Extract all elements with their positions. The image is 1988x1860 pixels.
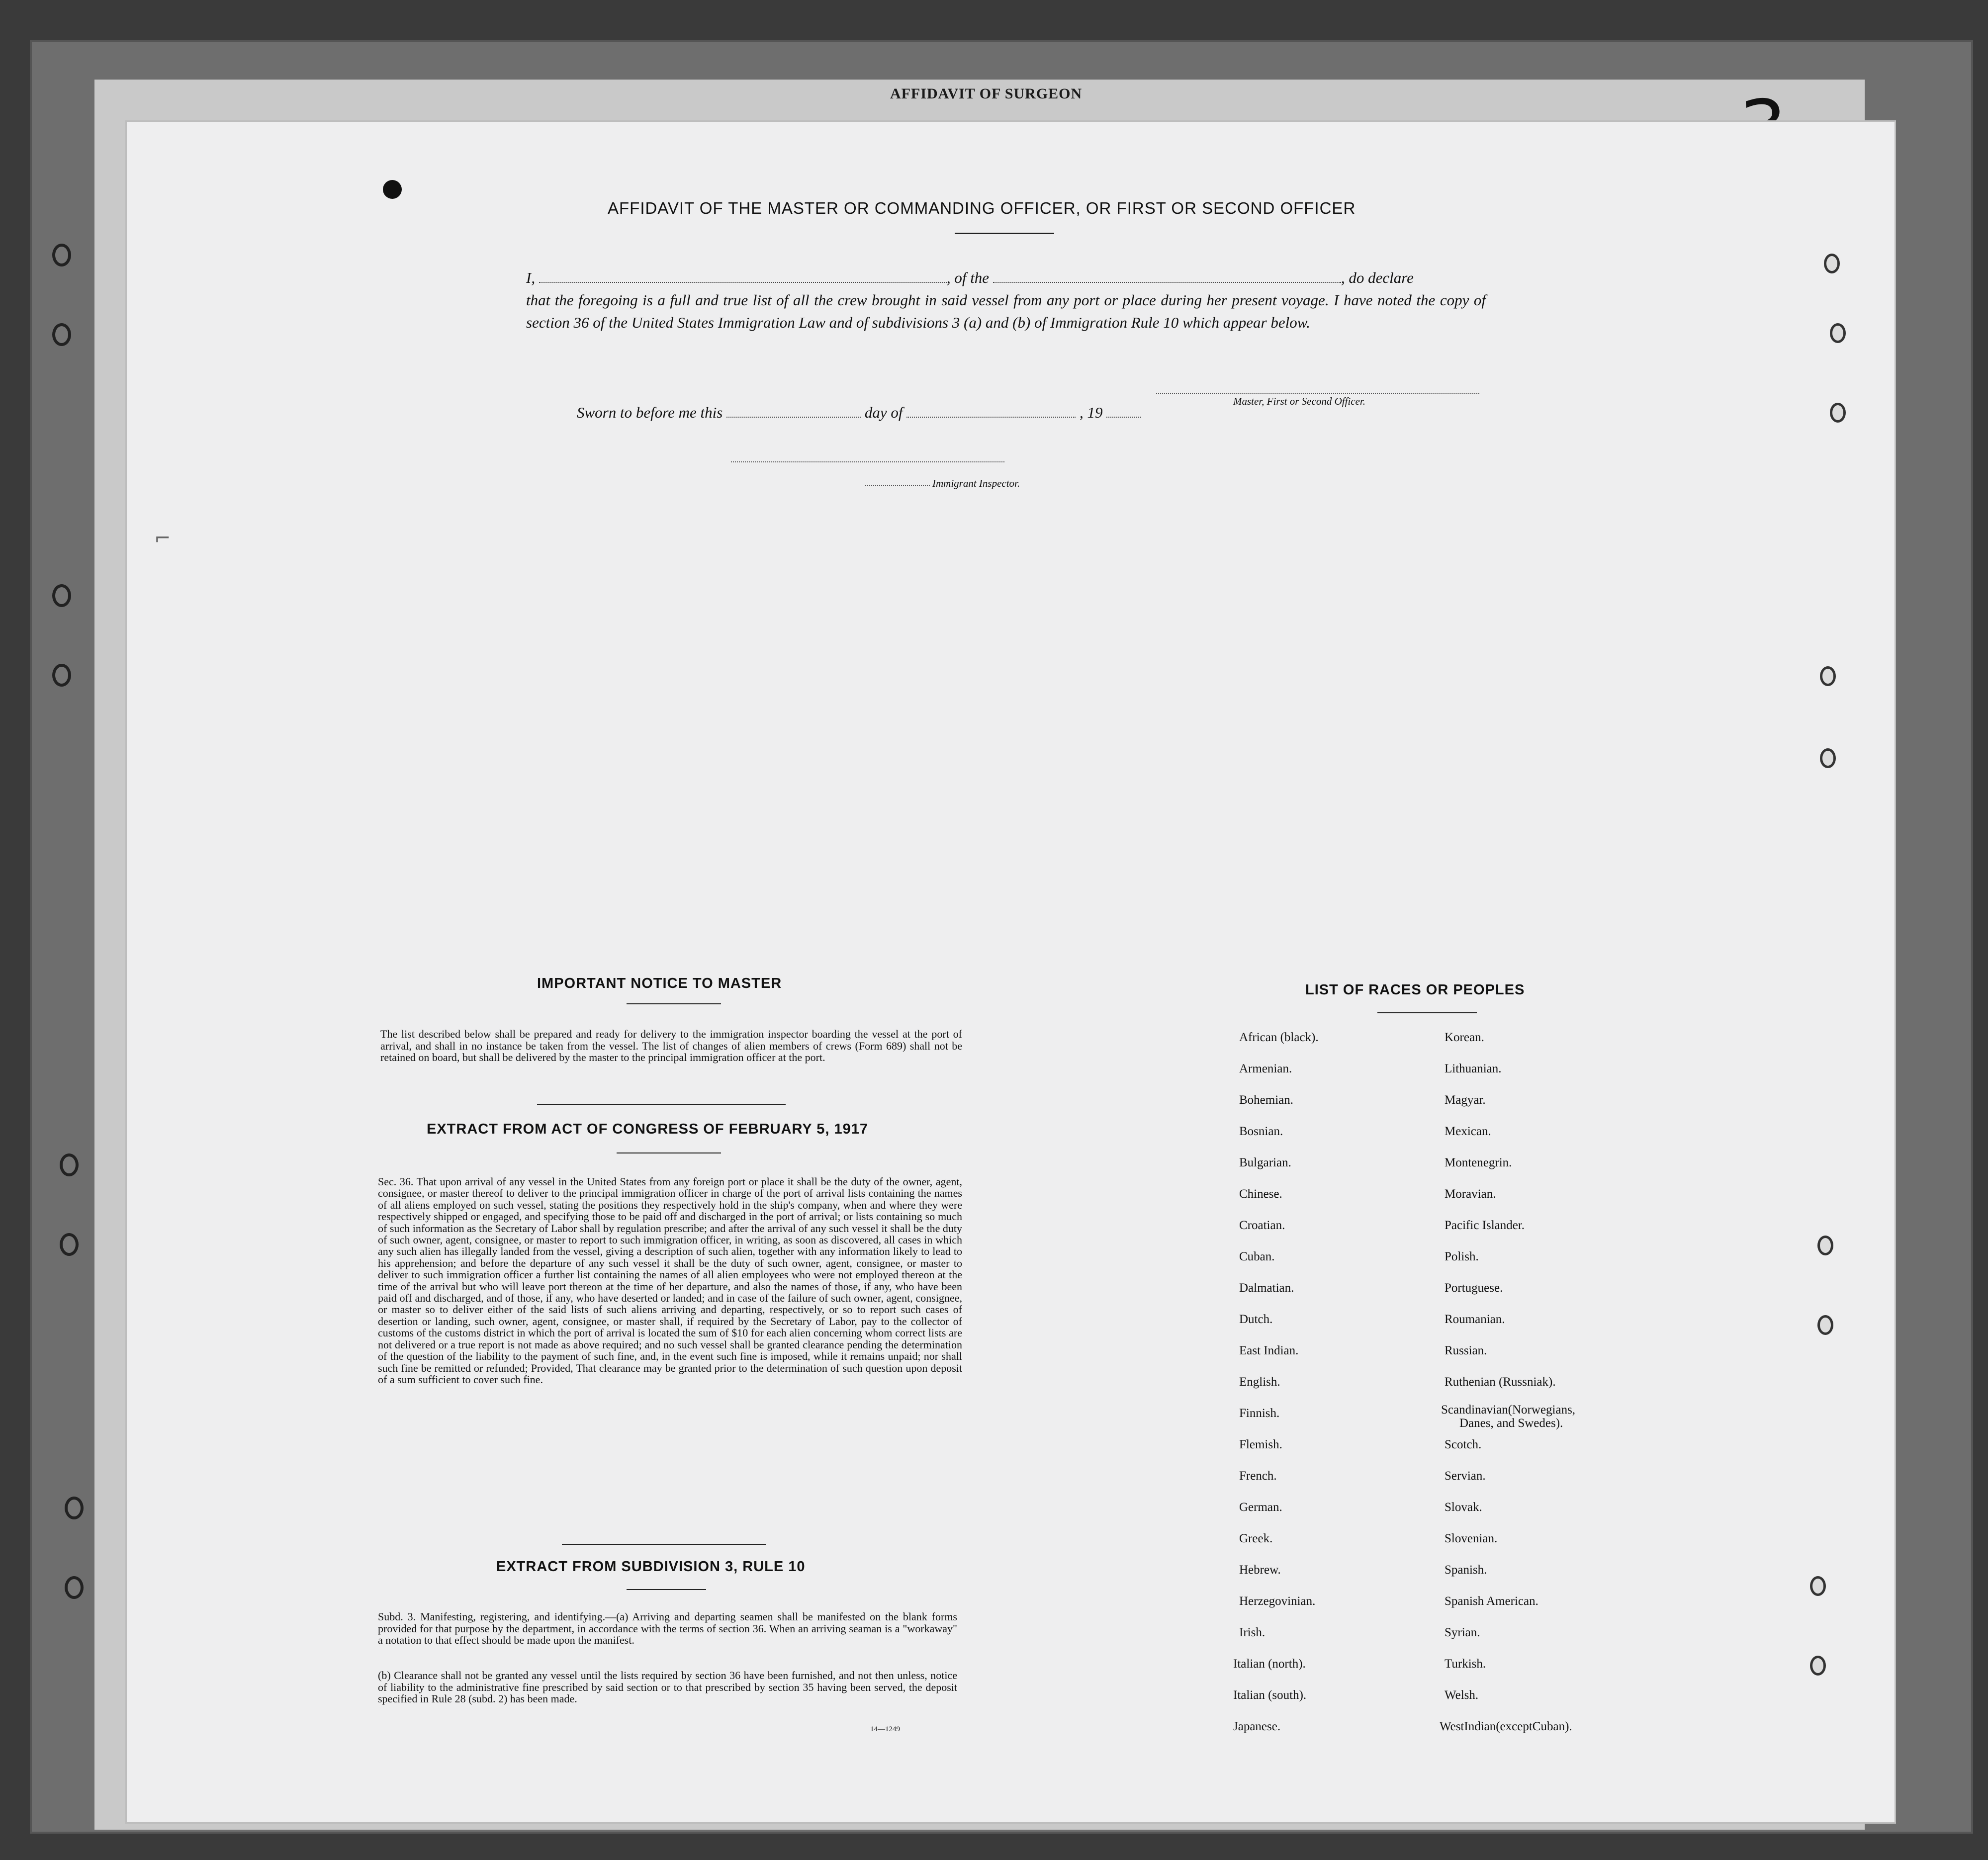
race-item: Greek. (1239, 1532, 1273, 1545)
race-item: Ruthenian (Russniak). (1445, 1375, 1556, 1389)
sworn-year-label: , 19 (1079, 404, 1103, 421)
divider (955, 233, 1054, 234)
race-item: Bulgarian. (1239, 1156, 1291, 1169)
race-item: Scandinavian(Norwegians, (1441, 1403, 1576, 1417)
sworn-year-blank[interactable] (1106, 405, 1141, 418)
race-item: Slovenian. (1445, 1532, 1498, 1545)
race-item: Syrian. (1445, 1626, 1480, 1639)
binder-hole-icon (52, 244, 71, 266)
affidavit-title: AFFIDAVIT OF THE MASTER OR COMMANDING OFFICER, OR FIRST OR SECOND OFFICER (608, 199, 1356, 217)
race-item: Korean. (1445, 1031, 1484, 1044)
binder-hole-icon (52, 664, 71, 687)
punch-hole-icon (1810, 1656, 1826, 1676)
race-item: East Indian. (1239, 1344, 1299, 1357)
race-item: Spanish American. (1445, 1594, 1538, 1608)
sworn-line (577, 404, 1141, 422)
affidavit-of-the-label: , of the (946, 269, 990, 286)
race-item: Servian. (1445, 1469, 1486, 1483)
race-item: Portuguese. (1445, 1281, 1503, 1295)
race-item: Hebrew. (1239, 1563, 1281, 1577)
punch-hole-icon (1817, 1236, 1833, 1255)
punch-hole-icon (1817, 1315, 1833, 1335)
affidavit-text (526, 266, 1486, 334)
rule-heading: EXTRACT FROM SUBDIVISION 3, RULE 10 (496, 1559, 806, 1575)
race-item: Welsh. (1445, 1688, 1479, 1702)
race-item: Lithuanian. (1445, 1062, 1502, 1075)
binder-hole-icon (60, 1233, 79, 1256)
vessel-blank[interactable] (993, 270, 1341, 283)
notice-text: The list described below shall be prepared and ready for delivery to the immigration inspector boarding the vessel at the port of arrival, and shall in no instance be taken from the vessel. The list of changes of alien members of crews (Form 689) shall not be retained on board, but shall be delivered by the master to the principal immigration officer at the port. (380, 1028, 962, 1063)
race-item: Montenegrin. (1445, 1156, 1512, 1169)
form-page (127, 122, 1895, 1822)
binder-hole-icon (65, 1497, 84, 1519)
binder-hole-icon (52, 323, 71, 346)
race-item: Scotch. (1445, 1438, 1482, 1451)
divider (627, 1003, 721, 1004)
sworn-month-blank[interactable] (906, 405, 1076, 418)
divider (562, 1544, 766, 1545)
binder-hole-icon (60, 1153, 79, 1176)
race-item: English. (1239, 1375, 1280, 1389)
punch-hole-icon (1824, 254, 1840, 273)
race-item: Russian. (1445, 1344, 1487, 1357)
notice-heading: IMPORTANT NOTICE TO MASTER (537, 975, 782, 991)
race-item: WestIndian(exceptCuban). (1440, 1720, 1572, 1733)
affidavit-i-label: I, (526, 269, 536, 286)
inspector-label: Immigrant Inspector. (932, 477, 1020, 489)
race-item: Turkish. (1445, 1657, 1486, 1671)
race-item: Croatian. (1239, 1219, 1285, 1232)
act-text: Sec. 36. That upon arrival of any vessel in the United States from any foreign port or place it shall be the duty of the owner, agent, consignee, or master thereof to deliver to the principal immigration officer in charge of the port of arrival lists containing the names of all aliens employed on such vessel, stating the positions they respectively hold in the ship's company, when and where they were respectively shipped or engaged, and specifying those to be paid off and discharged in the port of arrival; or lists containing so much of such information as the Secretary of Labor shall by regulation prescribe; and after the arrival of any such vessel it shall be the duty of such owner, agent, consignee, or master to report to such immigration officer, in writing, as soon as discovered, all cases in which any such alien has illegally landed from the vessel, giving a description of such alien, together with any information likely to lead to his apprehension; and before the departure of any such vessel it shall be the duty of such owner, agent, consignee, or master to deliver to such immigration officer a further list containing the names of all alien employees who were not employed thereon at the time of the arrival but who will leave port thereon at the time of her departure, and also the names of those, if any, who have been paid off and discharged, and of those, if any, who have deserted or landed; and in case of the failure of such owner, agent, consignee, or master so to deliver either of the said lists of such aliens arriving and departing, respectively, or so to report such cases of desertion or landing, such owner, agent, consignee, or master shall, if required by the Secretary of Labor, pay to the collector of customs of the customs district in which the port of arrival is located the sum of $10 for each alien concerning whom correct lists are not delivered or a true report is not made as above required; and no such vessel shall be granted clearance pending the determination of the question of the liability to the payment of such fine, and, in the event such fine is imposed, while it remains unpaid; nor shall such fine be remitted or refunded; Provided, That clearance may be granted prior to the determination of such question upon deposit of a sum sufficient to cover such fine. (378, 1175, 962, 1386)
race-item: Chinese. (1239, 1187, 1282, 1201)
race-item: Slovak. (1445, 1501, 1482, 1514)
race-item: Bohemian. (1239, 1093, 1294, 1107)
affidavit-body: that the foregoing is a full and true list of all the crew brought in said vessel from any port or place during her present voyage. I have noted the copy of section 36 of the United States Immigration Law and of subdivisions 3 (a) and (b) of Immigration Rule 10 which appear below. (526, 291, 1486, 331)
race-item: Bosnian. (1239, 1125, 1283, 1138)
race-item: Mexican. (1445, 1125, 1491, 1138)
race-item: Irish. (1239, 1626, 1265, 1639)
sworn-date-blank[interactable] (726, 405, 861, 418)
master-signature-line[interactable] (1156, 393, 1479, 394)
race-item: Armenian. (1239, 1062, 1292, 1075)
race-item: Dutch. (1239, 1313, 1273, 1326)
race-item: African (black). (1239, 1031, 1319, 1044)
race-item: Danes, and Swedes). (1459, 1417, 1563, 1430)
underlying-sheet-title: AFFIDAVIT OF SURGEON (890, 86, 1083, 102)
race-item: Polish. (1445, 1250, 1479, 1263)
race-item: Finnish. (1239, 1407, 1280, 1420)
sworn-prefix: Sworn to before me this (577, 404, 723, 421)
name-blank[interactable] (539, 270, 947, 283)
race-item: Moravian. (1445, 1187, 1496, 1201)
race-item: French. (1239, 1469, 1277, 1483)
race-item: Japanese. (1233, 1720, 1281, 1733)
race-item: Cuban. (1239, 1250, 1275, 1263)
divider (627, 1589, 706, 1590)
race-item: Spanish. (1445, 1563, 1487, 1577)
punch-hole-icon (1830, 403, 1846, 423)
punch-hole-icon (1820, 748, 1836, 768)
races-heading: LIST OF RACES OR PEOPLES (1305, 982, 1525, 998)
rule-text-a: Subd. 3. Manifesting, registering, and identifying.—(a) Arriving and departing seamen shall be manifested on the blank forms provided for that purpose by the department, in accordance with the terms of section 36. When an arriving seaman is a "workaway" a notation to that effect should be made upon the manifest. (378, 1610, 957, 1646)
pencil-mark-icon: ⌐ (154, 527, 171, 550)
race-item: Dalmatian. (1239, 1281, 1294, 1295)
race-item: Italian (north). (1233, 1657, 1306, 1671)
race-item: Pacific Islander. (1445, 1219, 1525, 1232)
sworn-day-label: day of (864, 404, 903, 421)
race-item: Roumanian. (1445, 1313, 1505, 1326)
inspector-signature-line[interactable] (731, 461, 1004, 462)
affidavit-declare-label: , do declare (1341, 269, 1414, 286)
race-item: Herzegovinian. (1239, 1594, 1316, 1608)
punch-dot-icon (383, 180, 402, 199)
race-item: Italian (south). (1233, 1688, 1307, 1702)
affidavit-first-line (526, 266, 1486, 289)
inspector-dotted-lead (865, 485, 930, 486)
race-item: German. (1239, 1501, 1282, 1514)
form-number: 14—1249 (870, 1725, 900, 1733)
rule-text-b: (b) Clearance shall not be granted any vessel until the lists required by section 36 have been furnished, and not then unless, notice of liability to the administrative fine prescribed by said section or to that prescribed by section 35 having been served, the deposit specified in Rule 28 (subd. 2) has been made. (378, 1669, 957, 1705)
punch-hole-icon (1830, 323, 1846, 343)
race-item: Flemish. (1239, 1438, 1282, 1451)
divider (1377, 1012, 1477, 1013)
punch-hole-icon (1810, 1576, 1826, 1596)
signature-label: Master, First or Second Officer. (1233, 395, 1365, 407)
divider (537, 1104, 786, 1105)
binder-hole-icon (52, 584, 71, 607)
divider (617, 1152, 721, 1153)
binder-hole-icon (65, 1576, 84, 1599)
race-item: Magyar. (1445, 1093, 1486, 1107)
punch-hole-icon (1820, 666, 1836, 686)
act-heading: EXTRACT FROM ACT OF CONGRESS OF FEBRUARY 5, 1917 (427, 1121, 869, 1137)
